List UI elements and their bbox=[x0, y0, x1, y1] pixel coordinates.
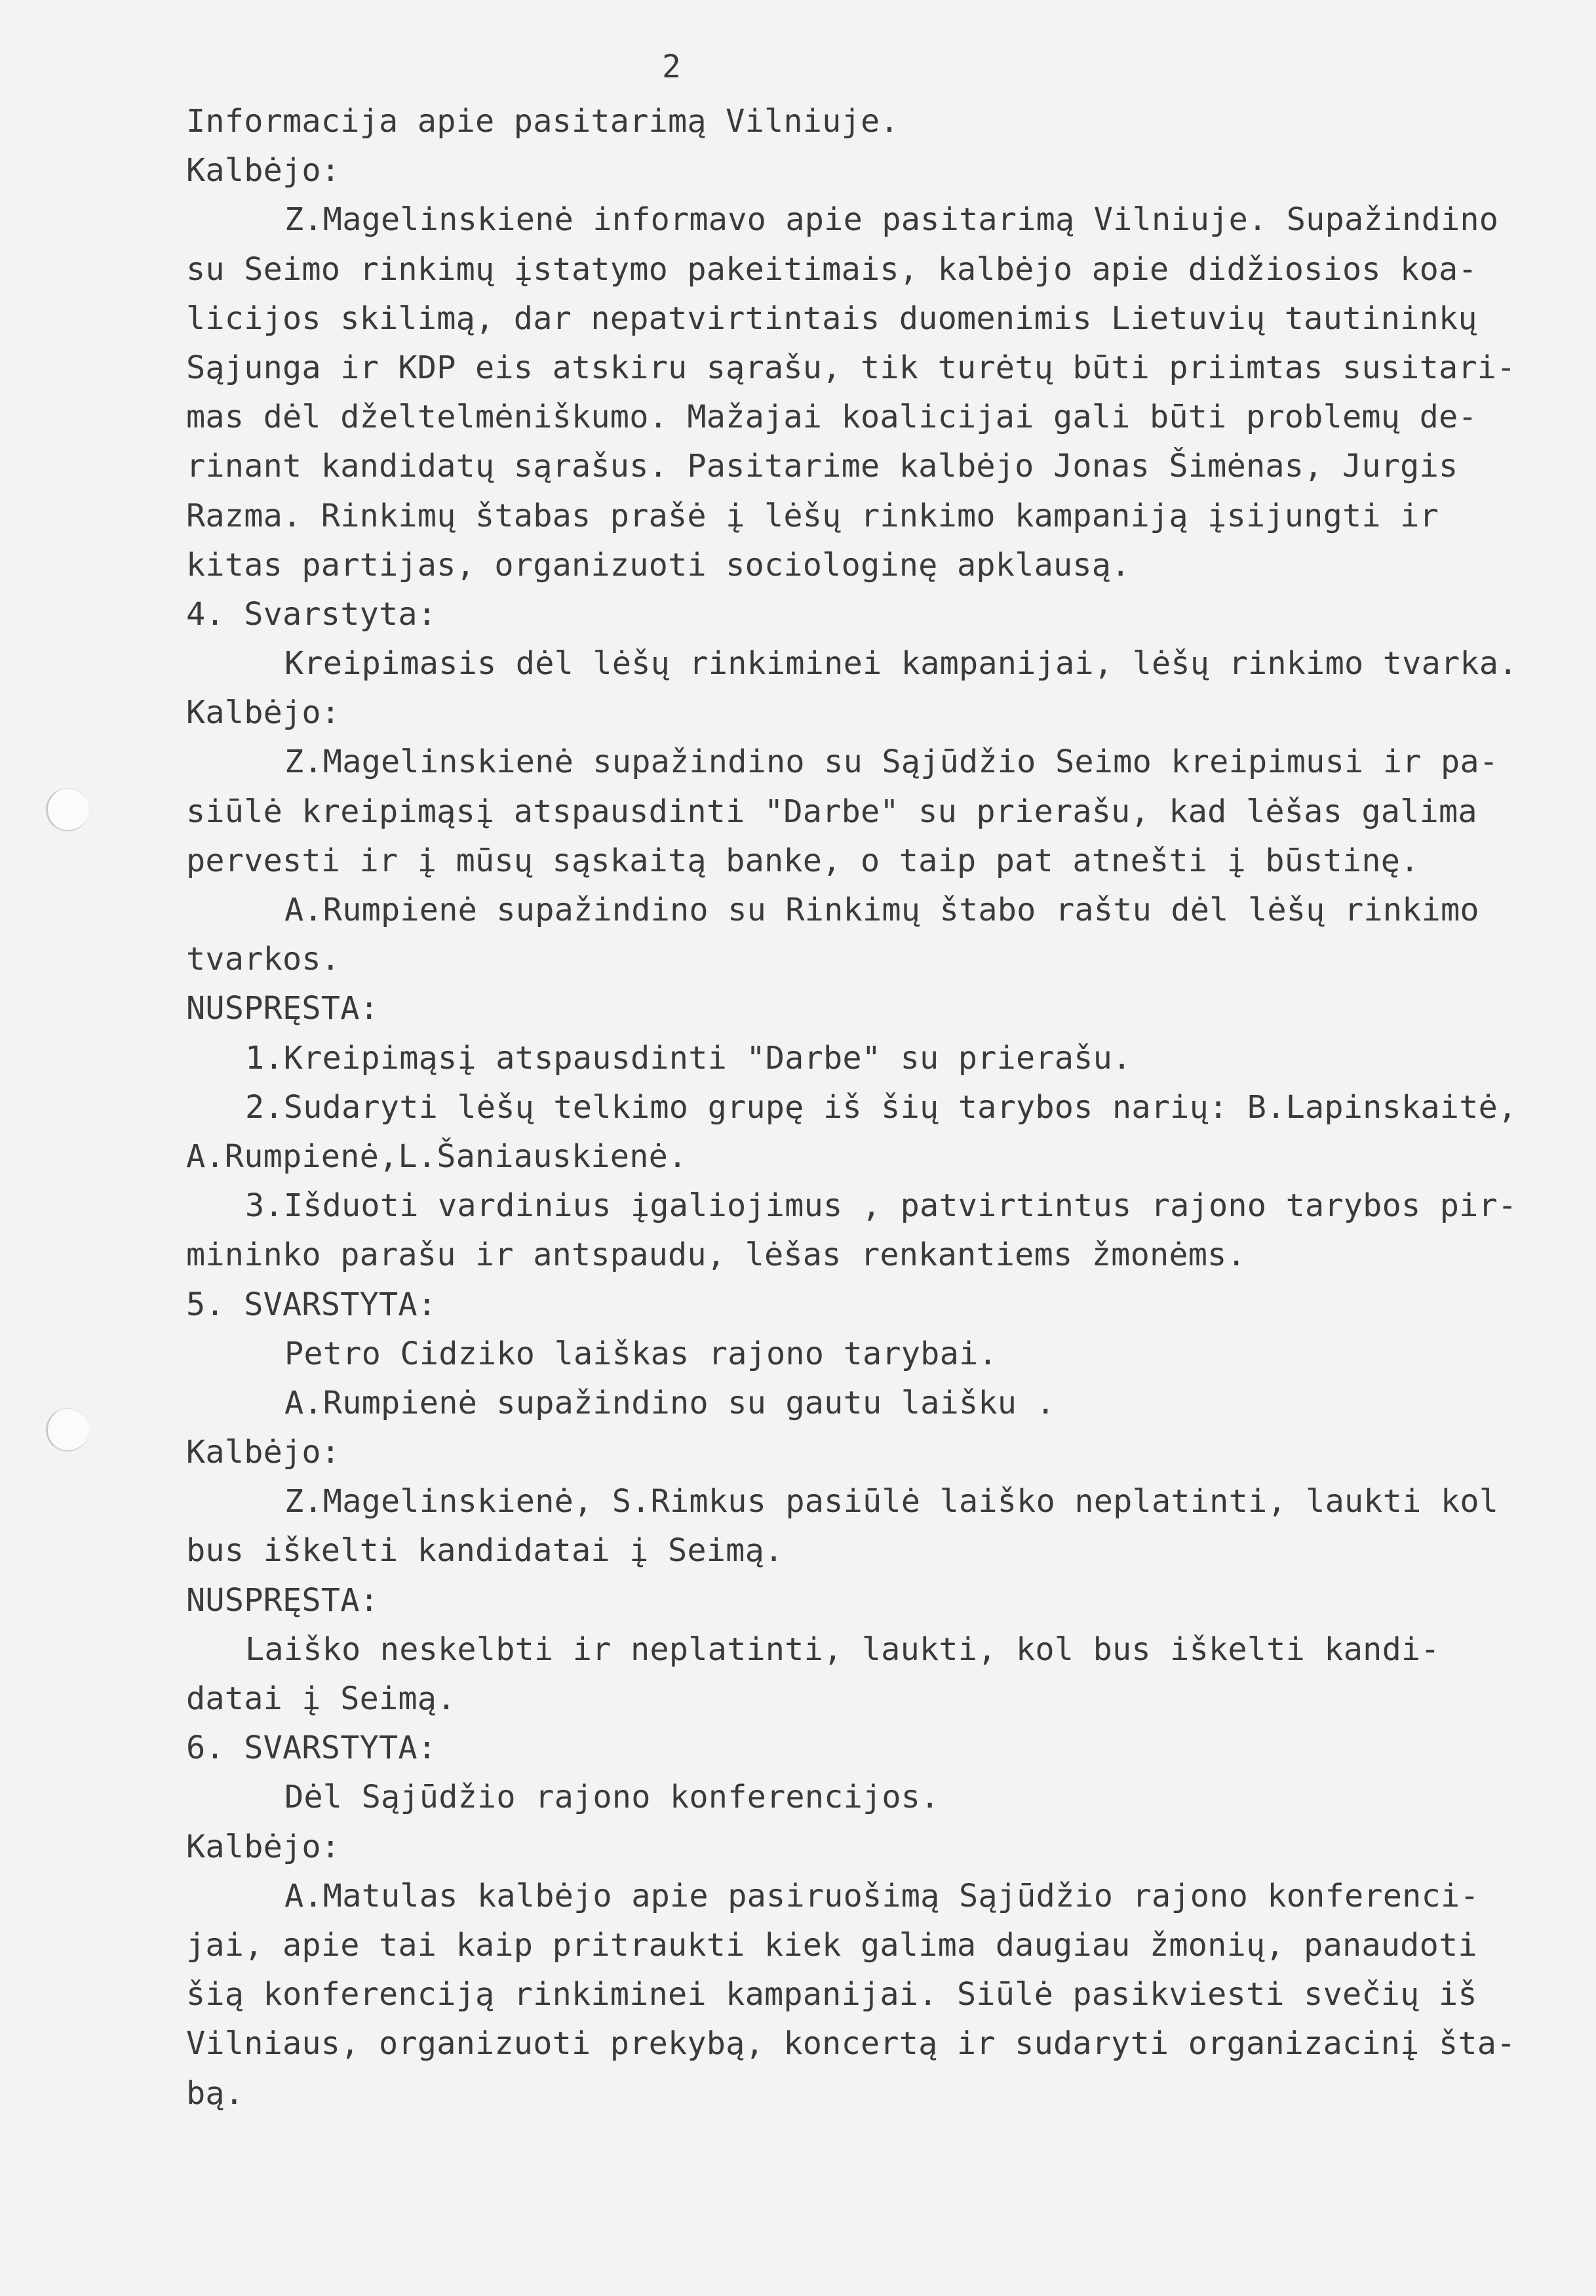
text-line: jai, apie tai kaip pritraukti kiek galima daugiau žmonių, panaudoti bbox=[186, 1926, 1477, 1964]
text-line: NUSPRĘSTA: bbox=[186, 1581, 379, 1619]
text-line: rinant kandidatų sąrašus. Pasitarime kalbėjo Jonas Šimėnas, Jurgis bbox=[186, 448, 1458, 485]
text-line: Kalbėjo: bbox=[186, 1434, 341, 1471]
text-line: 3.Išduoti vardinius įgaliojimus , patvirtintus rajono tarybos pir- bbox=[245, 1187, 1517, 1225]
text-line: kitas partijas, organizuoti sociologinę apklausą. bbox=[186, 546, 1131, 584]
text-line: Razma. Rinkimų štabas prašė į lėšų rinkimo kampaniją įsijungti ir bbox=[186, 497, 1439, 534]
text-line: Informacija apie pasitarimą Vilniuje. bbox=[186, 103, 899, 140]
text-line: Dėl Sąjūdžio rajono konferencijos. bbox=[284, 1779, 940, 1816]
text-line: bą. bbox=[186, 2074, 244, 2112]
typed-text-body bbox=[186, 97, 1576, 2118]
text-line: Sąjunga ir KDP eis atskiru sąrašu, tik turėtų būti priimtas susitari- bbox=[186, 349, 1516, 386]
text-line: 2.Sudaryti lėšų telkimo grupę iš šių tarybos narių: B.Lapinskaitė, bbox=[245, 1088, 1517, 1126]
text-line: Petro Cidziko laiškas rajono tarybai. bbox=[284, 1335, 998, 1372]
text-line: A.Rumpienė supažindino su Rinkimų štabo raštu dėl lėšų rinkimo bbox=[284, 892, 1479, 928]
text-line: siūlė kreipimąsį atspausdinti "Darbe" su prierašu, kad lėšas galima bbox=[186, 793, 1477, 830]
text-line: šią konferenciją rinkiminei kampanijai. Siūlė pasikviesti svečių iš bbox=[186, 1976, 1477, 2013]
text-line: mininko parašu ir antspaudu, lėšas renkantiems žmonėms. bbox=[186, 1237, 1246, 1274]
text-line: 5. SVARSTYTA: bbox=[186, 1286, 437, 1323]
text-line: Kalbėjo: bbox=[186, 694, 341, 732]
text-line: Z.Magelinskienė supažindino su Sąjūdžio Seimo kreipimusi ir pa- bbox=[284, 743, 1499, 781]
text-line: 1.Kreipimąsį atspausdinti "Darbe" su prierašu. bbox=[245, 1039, 1132, 1077]
text-line: mas dėl dželtelmėniškumo. Mažajai koalicijai gali būti problemų de- bbox=[186, 399, 1477, 436]
text-line: 6. SVARSTYTA: bbox=[186, 1730, 437, 1767]
text-line: pervesti ir į mūsų sąskaitą banke, o taip pat atnešti į būstinę. bbox=[186, 842, 1420, 879]
text-line: datai į Seimą. bbox=[186, 1680, 456, 1717]
text-line: Kalbėjo: bbox=[186, 1828, 341, 1865]
text-line: tvarkos. bbox=[186, 941, 341, 978]
text-line: Laiško neskelbti ir neplatinti, laukti, kol bus iškelti kandi- bbox=[245, 1631, 1440, 1668]
text-line: Kalbėjo: bbox=[186, 152, 341, 189]
text-line: Z.Magelinskienė, S.Rimkus pasiūlė laiško neplatinti, laukti kol bbox=[284, 1483, 1499, 1520]
text-line: su Seimo rinkimų įstatymo pakeitimais, kalbėjo apie didžiosios koa- bbox=[186, 250, 1477, 288]
punch-hole bbox=[46, 1408, 89, 1452]
text-line: NUSPRĘSTA: bbox=[186, 990, 379, 1027]
punch-hole bbox=[46, 788, 89, 831]
text-line: A.Rumpienė,L.Šaniauskienė. bbox=[186, 1138, 688, 1175]
page-number: 2 bbox=[662, 49, 681, 85]
text-line: A.Matulas kalbėjo apie pasiruošimą Sąjūdžio rajono konferenci- bbox=[284, 1877, 1479, 1914]
text-line: Z.Magelinskienė informavo apie pasitarimą Vilniuje. Supažindino bbox=[284, 201, 1499, 239]
text-line: Kreipimasis dėl lėšų rinkiminei kampanijai, lėšų rinkimo tvarka. bbox=[284, 645, 1518, 683]
text-line: licijos skilimą, dar nepatvirtintais duomenimis Lietuvių tautininkų bbox=[186, 300, 1477, 337]
text-line: bus iškelti kandidatai į Seimą. bbox=[186, 1532, 784, 1570]
text-line: Vilniaus, organizuoti prekybą, koncertą ir sudaryti organizacinį šta- bbox=[186, 2025, 1516, 2063]
text-line: A.Rumpienė supažindino su gautu laišku . bbox=[284, 1384, 1055, 1421]
text-line: 4. Svarstyta: bbox=[186, 595, 437, 633]
